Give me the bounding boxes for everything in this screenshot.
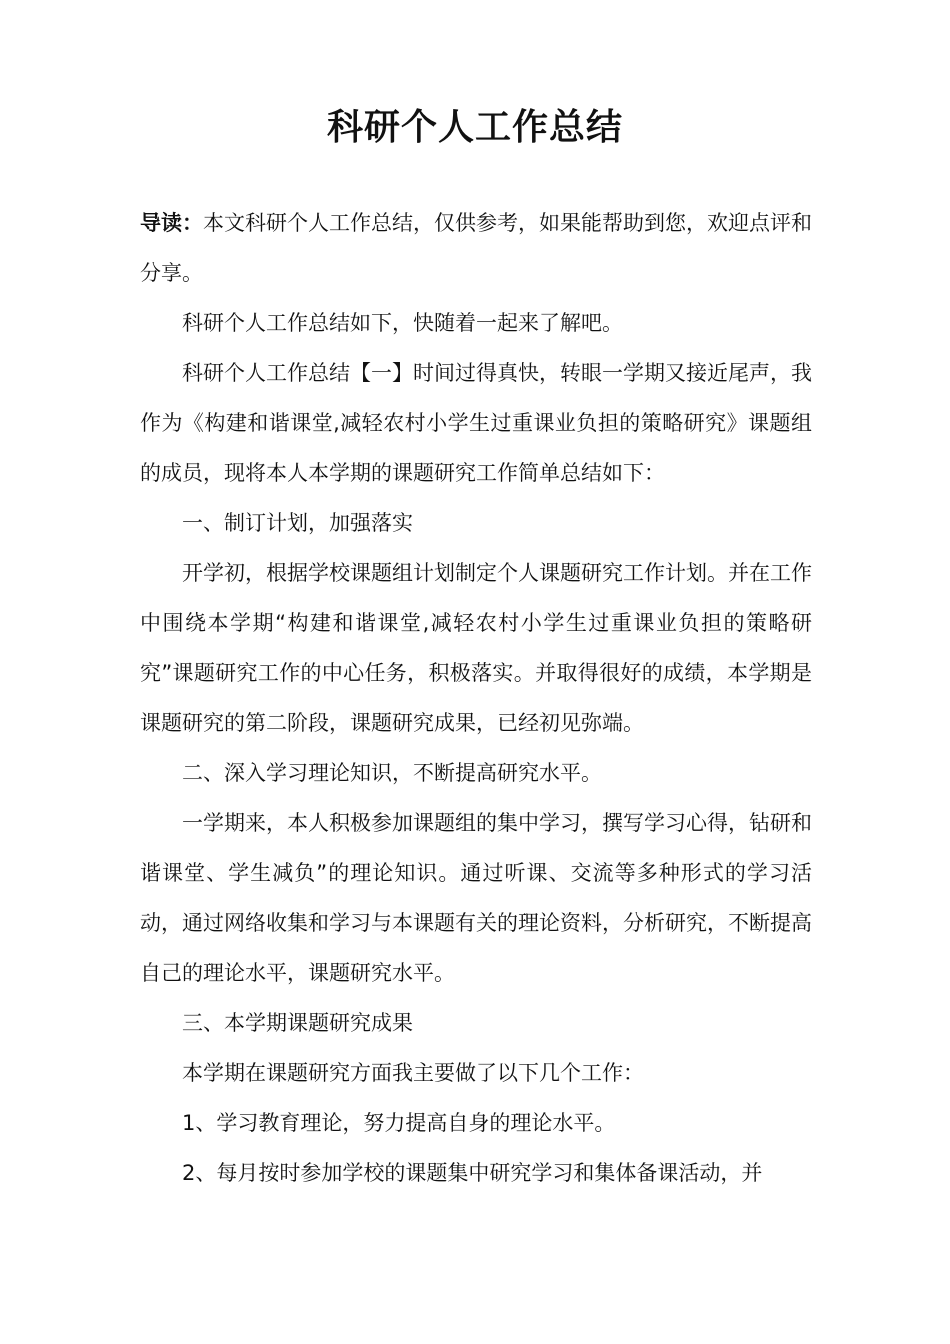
paragraph-study: 一学期来，本人积极参加课题组的集中学习，撰写学习心得，钻研和谐课堂、学生减负”的理论知识。通过听课、交流等多种形式的学习活动，通过网络收集和学习与本课题有关的理论资料，分析研究，不断提高自己的理论水平，课题研究水平。 (140, 811, 812, 985)
document-body (140, 198, 812, 1198)
lead-paragraph (140, 198, 812, 298)
lead-label: 导读： (140, 211, 203, 235)
lead-text: 本文科研个人工作总结，仅供参考，如果能帮助到您，欢迎点评和分享。 (140, 211, 812, 285)
document-title: 科研个人工作总结 (326, 107, 623, 148)
section-heading-plan: 一、制订计划，加强落实 (182, 511, 413, 535)
paragraph-plan: 开学初，根据学校课题组计划制定个人课题研究工作计划。并在工作中围绕本学期“构建和谐课堂,减轻农村小学生过重课业负担的策略研究”课题研究工作的中心任务，积极落实。并取得很好的成绩，本学期是课题研究的第二阶段，课题研究成果，已经初见弥端。 (140, 561, 812, 735)
section-heading-study: 二、深入学习理论知识，不断提高研究水平。 (182, 761, 602, 785)
paragraph-results-intro: 本学期在课题研究方面我主要做了以下几个工作： (182, 1061, 644, 1085)
paragraph-summary-one: 科研个人工作总结【一】时间过得真快，转眼一学期又接近尾声，我作为《构建和谐课堂,减轻农村小学生过重课业负担的策略研究》课题组的成员，现将本人本学期的课题研究工作简单总结如下： (140, 361, 812, 485)
list-item-1: 1、学习教育理论，努力提高自身的理论水平。 (182, 1111, 616, 1135)
section-heading-results: 三、本学期课题研究成果 (182, 1011, 413, 1035)
paragraph-intro: 科研个人工作总结如下，快随着一起来了解吧。 (182, 311, 623, 335)
list-item-2: 2、每月按时参加学校的课题集中研究学习和集体备课活动，并 (182, 1161, 763, 1185)
